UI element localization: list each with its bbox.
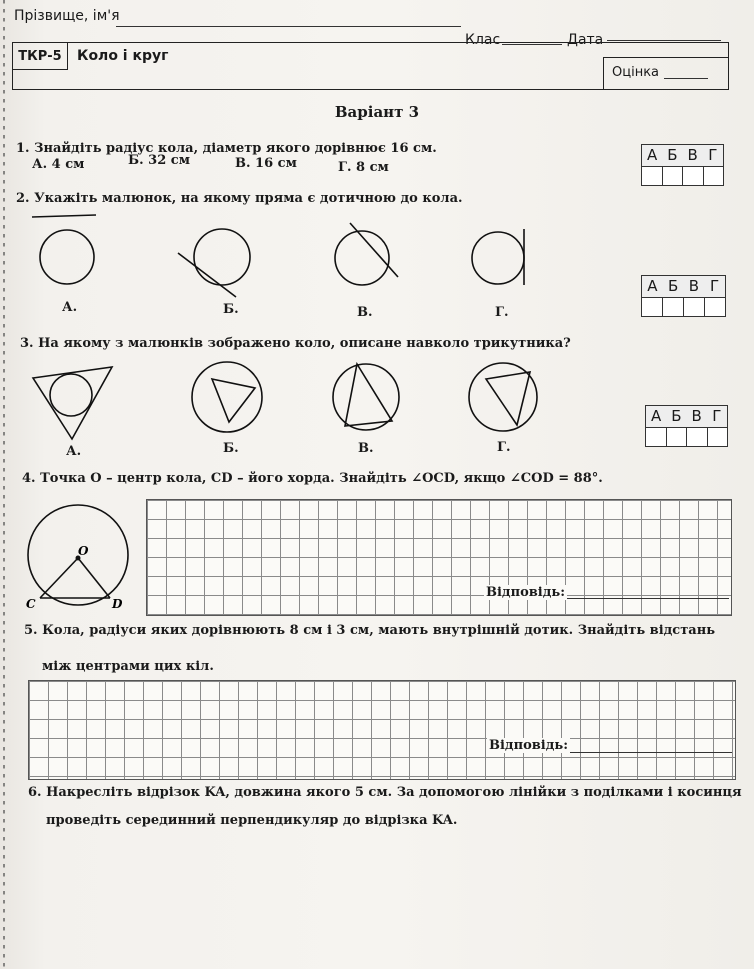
answer-cell[interactable] — [687, 428, 708, 446]
q4-label-o: O — [78, 544, 89, 558]
q3-figures — [0, 355, 754, 455]
q3-text: 3. На якому з малюнків зображено коло, описане навколо трикутника? — [20, 336, 571, 351]
answer-cell[interactable] — [646, 428, 667, 446]
answer-letter-c: В — [688, 277, 700, 295]
q3a-circle — [50, 374, 92, 416]
answer-letter-d: Г — [710, 277, 720, 295]
answer-letter-a: А — [647, 277, 658, 295]
q3a-triangle — [33, 367, 112, 439]
q4-figure — [20, 495, 140, 625]
date-line[interactable] — [607, 40, 721, 41]
answer-letter-b: Б — [667, 146, 678, 164]
q4-text: 4. Точка O – центр кола, CD – його хорда. Знайдіть ∠OCD, якщо ∠COD = 88°. — [22, 471, 603, 486]
q2-answer-box — [641, 275, 726, 317]
q3b-triangle — [212, 379, 255, 422]
q5-answer-label: Відповідь: — [489, 738, 569, 753]
answer-letter-a: А — [650, 407, 662, 425]
q2-label-c: В. — [357, 305, 373, 320]
q2b-circle — [194, 229, 250, 285]
q1-option-b: Б. 32 см — [128, 153, 190, 168]
answer-cell[interactable] — [705, 298, 725, 316]
answer-cell[interactable] — [642, 167, 663, 185]
q4-answer-line[interactable] — [567, 598, 729, 599]
answer-cell[interactable] — [667, 428, 688, 446]
q2-label-d: Г. — [495, 305, 509, 320]
test-code: ТКР-5 — [13, 43, 68, 70]
date-label: Дата — [567, 32, 604, 48]
q6-text-line2: проведіть серединний перпендикуляр до відрізка KA. — [46, 813, 458, 828]
q3-label-d: Г. — [497, 440, 511, 455]
test-topic: Коло і круг — [77, 48, 169, 64]
answer-cell[interactable] — [684, 298, 705, 316]
answer-cell[interactable] — [704, 167, 724, 185]
q4-radius-oc — [40, 558, 78, 598]
q3c-triangle — [345, 364, 392, 426]
q1-text: 1. Знайдіть радіус кола, діаметр якого дорівнює 16 см. — [16, 141, 437, 156]
q1-option-a: А. 4 см — [32, 157, 85, 172]
perforation-dots — [3, 0, 7, 969]
q4-answer-label: Відповідь: — [486, 585, 566, 600]
q3b-circle — [192, 362, 262, 432]
grade-box — [603, 57, 728, 90]
answer-cell[interactable] — [708, 428, 728, 446]
q2a-circle — [40, 230, 94, 284]
q2-text: 2. Укажіть малюнок, на якому пряма є дотичною до кола. — [16, 191, 463, 206]
q3d-triangle — [486, 372, 530, 425]
q4-label-c: C — [26, 597, 36, 611]
variant-title: Варіант 3 — [334, 103, 420, 121]
q2b-line — [178, 253, 236, 297]
answer-letter-c: В — [691, 407, 702, 425]
answer-letter-b: Б — [671, 407, 682, 425]
q5-text-line1: 5. Кола, радіуси яких дорівнюють 8 см і 3 см, мають внутрішній дотик. Знайдіть відстань — [24, 623, 716, 638]
answer-letter-c: В — [687, 146, 698, 164]
q3-label-a: А. — [66, 444, 82, 459]
q2a-line — [32, 215, 96, 217]
q4-radius-od — [78, 558, 110, 598]
answer-letter-a: А — [646, 146, 658, 164]
grade-label: Оцінка — [612, 65, 660, 80]
q5-answer-line[interactable] — [570, 752, 732, 753]
surname-line[interactable] — [116, 26, 461, 27]
q2d-circle — [472, 232, 524, 284]
answer-letter-d: Г — [708, 146, 718, 164]
answer-cell[interactable] — [642, 298, 663, 316]
q5-text-line2: між центрами цих кіл. — [42, 659, 214, 674]
grade-line[interactable] — [664, 78, 708, 79]
q3-label-b: Б. — [223, 441, 239, 456]
q3c-circle — [333, 364, 399, 430]
q2c-line — [350, 223, 398, 277]
answer-cell[interactable] — [663, 167, 684, 185]
test-header-box — [12, 42, 729, 90]
q2-label-a: А. — [62, 300, 78, 315]
q1-option-d: Г. 8 см — [338, 160, 389, 175]
answer-cell[interactable] — [683, 167, 704, 185]
q1-answer-box — [641, 144, 724, 186]
answer-letter-d: Г — [712, 407, 722, 425]
q1-option-c: В. 16 см — [235, 156, 297, 171]
surname-label: Прізвище, ім'я — [14, 8, 120, 24]
q3-label-c: В. — [358, 441, 374, 456]
class-label: Клас — [465, 32, 501, 48]
q2-label-b: Б. — [223, 302, 239, 317]
q4-label-d: D — [112, 597, 123, 611]
answer-letter-b: Б — [667, 277, 679, 295]
answer-cell[interactable] — [663, 298, 684, 316]
q6-text-line1: 6. Накресліть відрізок KA, довжина якого 5 см. За допомогою лінійки з поділками і косинця — [28, 785, 742, 800]
q3-answer-box — [645, 405, 728, 447]
q5-work-grid[interactable] — [28, 680, 736, 780]
